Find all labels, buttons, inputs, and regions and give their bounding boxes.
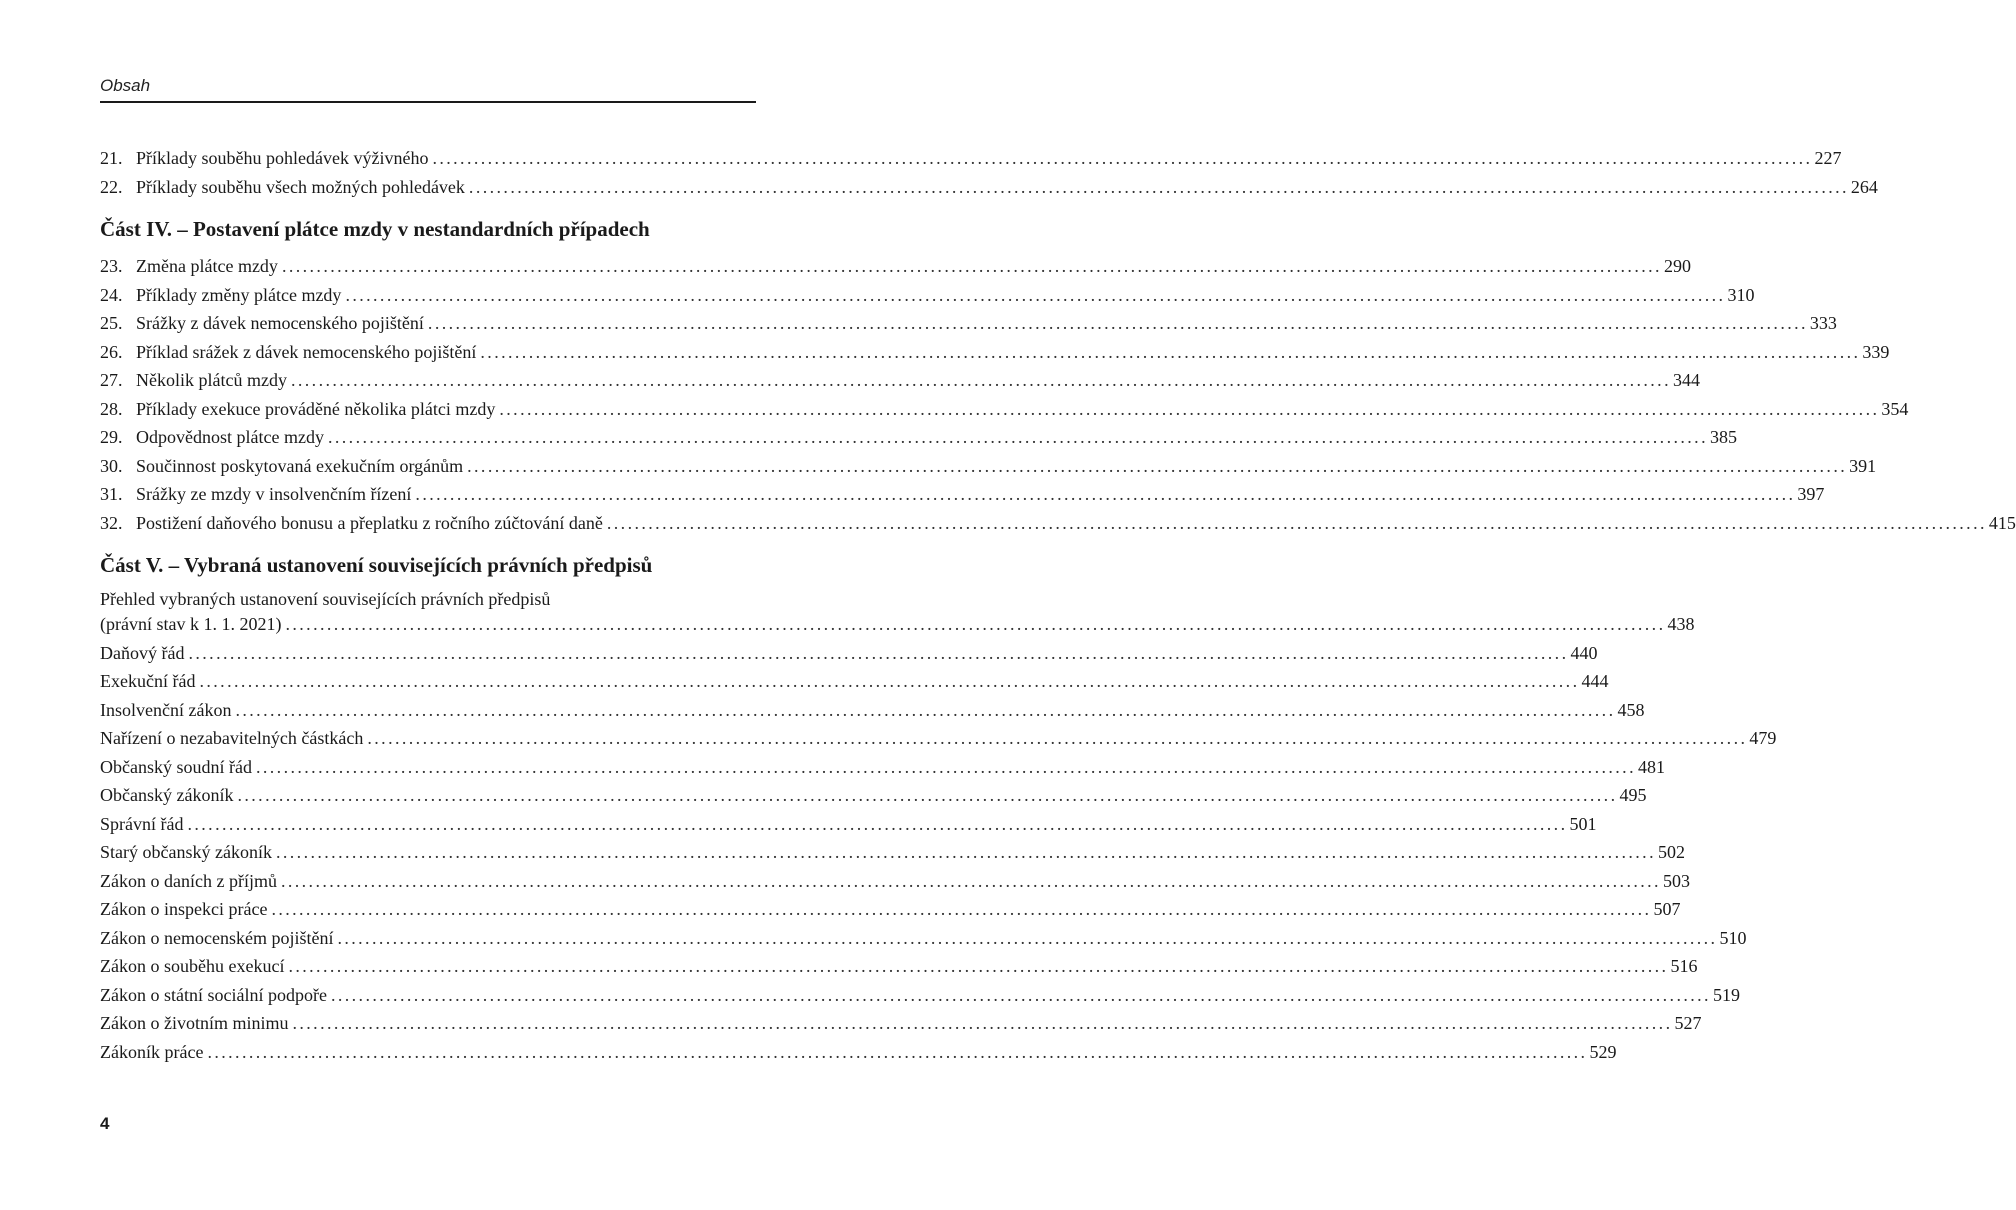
toc-entry	[100, 252, 1691, 281]
entry-title: Příklady změny plátce mzdy	[136, 284, 342, 305]
entry-title: Daňový řád	[100, 642, 185, 663]
toc-entry	[100, 867, 1690, 896]
dot-leader: ........................................................................................................................................................................................................	[467, 455, 1848, 476]
entry-title: Exekuční řád	[100, 671, 196, 691]
entry-page: 481	[1637, 756, 1665, 777]
entry-title: Zákoník práce	[100, 1041, 204, 1062]
entry-title: Přehled vybraných ustanovení souvisejících právních předpisů	[100, 589, 551, 609]
entry-title: Změna plátce mzdy	[136, 256, 278, 276]
entry-title: Příklady exekuce prováděné několika plátci mzdy	[136, 398, 496, 419]
entry-title: Občanský zákoník	[100, 785, 234, 805]
entry-title: Zákon o souběhu exekucí	[100, 956, 285, 976]
page-number: 4	[100, 1114, 110, 1133]
entry-title: Postižení daňového bonusu a přeplatku z ročního zúčtování daně	[136, 512, 603, 533]
dot-leader: ........................................................................................................................................................................................................	[290, 370, 1671, 390]
entry-title: (právní stav k 1. 1. 2021)	[100, 614, 282, 634]
entry-page: 501	[1569, 813, 1597, 834]
entry-title: Občanský soudní řád	[100, 756, 252, 777]
dot-leader: ........................................................................................................................................................................................................	[606, 512, 1987, 533]
toc-entry	[100, 724, 1777, 753]
dot-leader: ........................................................................................................................................................................................................	[330, 984, 1711, 1005]
dot-leader: ........................................................................................................................................................................................................	[367, 728, 1748, 748]
entry-number: 21.	[100, 148, 123, 168]
dot-leader: ........................................................................................................................................................................................................	[327, 427, 1708, 447]
dot-leader: ........................................................................................................................................................................................................	[337, 927, 1718, 948]
toc-entry	[100, 480, 1825, 509]
entry-title: Zákon o státní sociální podpoře	[100, 984, 327, 1005]
entry-title: Starý občanský zákoník	[100, 842, 272, 862]
entry-page: 495	[1619, 785, 1647, 805]
table-of-contents	[100, 144, 2016, 1066]
toc-entry	[100, 924, 1747, 953]
toc-entry	[100, 452, 1877, 481]
dot-leader: ........................................................................................................................................................................................................	[237, 785, 1618, 805]
toc-entry	[100, 895, 1681, 924]
entry-number: 27.	[100, 370, 123, 390]
entry-number: 23.	[100, 256, 123, 276]
dot-leader: ........................................................................................................................................................................................................	[432, 148, 1813, 168]
entry-page: 479	[1749, 728, 1777, 748]
toc-entry	[100, 981, 1740, 1010]
entry-number: 28.	[100, 398, 123, 419]
entry-title: Součinnost poskytovaná exekučním orgánům	[136, 455, 464, 476]
entry-page: 310	[1727, 284, 1755, 305]
entry-title: Příklad srážek z dávek nemocenského pojištění	[136, 341, 477, 362]
dot-leader: ........................................................................................................................................................................................................	[255, 756, 1636, 777]
toc-entry	[100, 810, 1597, 839]
entry-number: 22.	[100, 176, 123, 197]
toc-entry	[100, 509, 2016, 538]
toc-entry	[100, 952, 1698, 981]
dot-leader: ........................................................................................................................................................................................................	[427, 313, 1808, 333]
toc-entry	[100, 144, 1842, 173]
entry-page: 339	[1862, 341, 1890, 362]
dot-leader: ........................................................................................................................................................................................................	[415, 484, 1796, 504]
toc-section	[100, 214, 2016, 537]
entry-title: Zákon o nemocenském pojištění	[100, 927, 334, 948]
entry-page: 227	[1814, 148, 1842, 168]
dot-leader: ........................................................................................................................................................................................................	[292, 1013, 1673, 1033]
entry-page: 344	[1672, 370, 1700, 390]
entry-title: Zákon o inspekci práce	[100, 899, 268, 919]
entry-number: 31.	[100, 484, 123, 504]
entry-page: 458	[1617, 699, 1645, 720]
entry-page: 507	[1653, 899, 1681, 919]
dot-leader: ........................................................................................................................................................................................................	[280, 870, 1661, 891]
entry-page: 415	[1988, 512, 2016, 533]
entry-page: 503	[1662, 870, 1690, 891]
header-rule	[100, 101, 756, 103]
entry-number: 32.	[100, 512, 123, 533]
toc-entry	[100, 1009, 1702, 1038]
entry-title: Příklady souběhu všech možných pohledávek	[136, 176, 465, 197]
dot-leader: ........................................................................................................................................................................................................	[345, 284, 1726, 305]
entry-title: Několik plátců mzdy	[136, 370, 287, 390]
toc-entry	[100, 610, 1695, 639]
entry-number: 24.	[100, 284, 123, 305]
entry-page: 397	[1797, 484, 1825, 504]
entry-number: 29.	[100, 427, 123, 447]
dot-leader: ........................................................................................................................................................................................................	[468, 176, 1849, 197]
toc-entry	[100, 1038, 1617, 1067]
toc-entry	[100, 281, 1755, 310]
entry-page: 333	[1809, 313, 1837, 333]
entry-page: 516	[1670, 956, 1698, 976]
entry-title: Správní řád	[100, 813, 184, 834]
toc-entry	[100, 173, 1878, 202]
dot-leader: ........................................................................................................................................................................................................	[188, 642, 1569, 663]
entry-number: 25.	[100, 313, 123, 333]
entry-page: 519	[1712, 984, 1740, 1005]
toc-entry	[100, 696, 1645, 725]
dot-leader: ........................................................................................................................................................................................................	[235, 699, 1616, 720]
entry-number: 30.	[100, 455, 123, 476]
entry-page: 440	[1570, 642, 1598, 663]
dot-leader: ........................................................................................................................................................................................................	[187, 813, 1568, 834]
entry-page: 438	[1667, 614, 1695, 634]
toc-entry	[100, 309, 1837, 338]
section-title: Část IV. – Postavení plátce mzdy v nestandardních případech	[100, 217, 650, 241]
dot-leader: ........................................................................................................................................................................................................	[281, 256, 1662, 276]
entry-title: Insolvenční zákon	[100, 699, 232, 720]
entry-title: Příklady souběhu pohledávek výživného	[136, 148, 429, 168]
dot-leader: ........................................................................................................................................................................................................	[499, 398, 1880, 419]
toc-entry	[100, 838, 1685, 867]
toc-entry	[100, 781, 1647, 810]
dot-leader: ........................................................................................................................................................................................................	[199, 671, 1580, 691]
entry-page: 510	[1719, 927, 1747, 948]
section-title: Část V. – Vybraná ustanovení souvisejících právních předpisů	[100, 553, 653, 577]
entry-page: 529	[1589, 1041, 1617, 1062]
dot-leader: ........................................................................................................................................................................................................	[207, 1041, 1588, 1062]
entry-title: Srážky ze mzdy v insolvenčním řízení	[136, 484, 412, 504]
entry-page: 527	[1674, 1013, 1702, 1033]
toc-entry-line	[100, 588, 756, 610]
dot-leader: ........................................................................................................................................................................................................	[285, 614, 1666, 634]
dot-leader: ........................................................................................................................................................................................................	[288, 956, 1669, 976]
entry-number: 26.	[100, 341, 123, 362]
toc-entry	[100, 423, 1737, 452]
entry-page: 444	[1581, 671, 1609, 691]
running-head: Obsah	[100, 76, 151, 95]
entry-title: Srážky z dávek nemocenského pojištění	[136, 313, 424, 333]
entry-title: Zákon o životním minimu	[100, 1013, 289, 1033]
dot-leader: ........................................................................................................................................................................................................	[271, 899, 1652, 919]
entry-page: 354	[1881, 398, 1909, 419]
entry-page: 264	[1850, 176, 1878, 197]
entry-page: 290	[1663, 256, 1691, 276]
entry-page: 391	[1849, 455, 1877, 476]
toc-section	[100, 144, 1878, 201]
entry-title: Zákon o daních z příjmů	[100, 870, 277, 891]
toc-entry	[100, 667, 1609, 696]
toc-entry	[100, 395, 1909, 424]
entry-title: Nařízení o nezabavitelných částkách	[100, 728, 364, 748]
entry-page: 385	[1709, 427, 1737, 447]
dot-leader: ........................................................................................................................................................................................................	[480, 341, 1861, 362]
toc-entry	[100, 366, 1700, 395]
toc-entry	[100, 338, 1890, 367]
toc-entry	[100, 753, 1665, 782]
entry-title: Odpovědnost plátce mzdy	[136, 427, 324, 447]
toc-section	[100, 550, 1777, 1066]
entry-page: 502	[1657, 842, 1685, 862]
dot-leader: ........................................................................................................................................................................................................	[275, 842, 1656, 862]
toc-entry	[100, 639, 1598, 668]
